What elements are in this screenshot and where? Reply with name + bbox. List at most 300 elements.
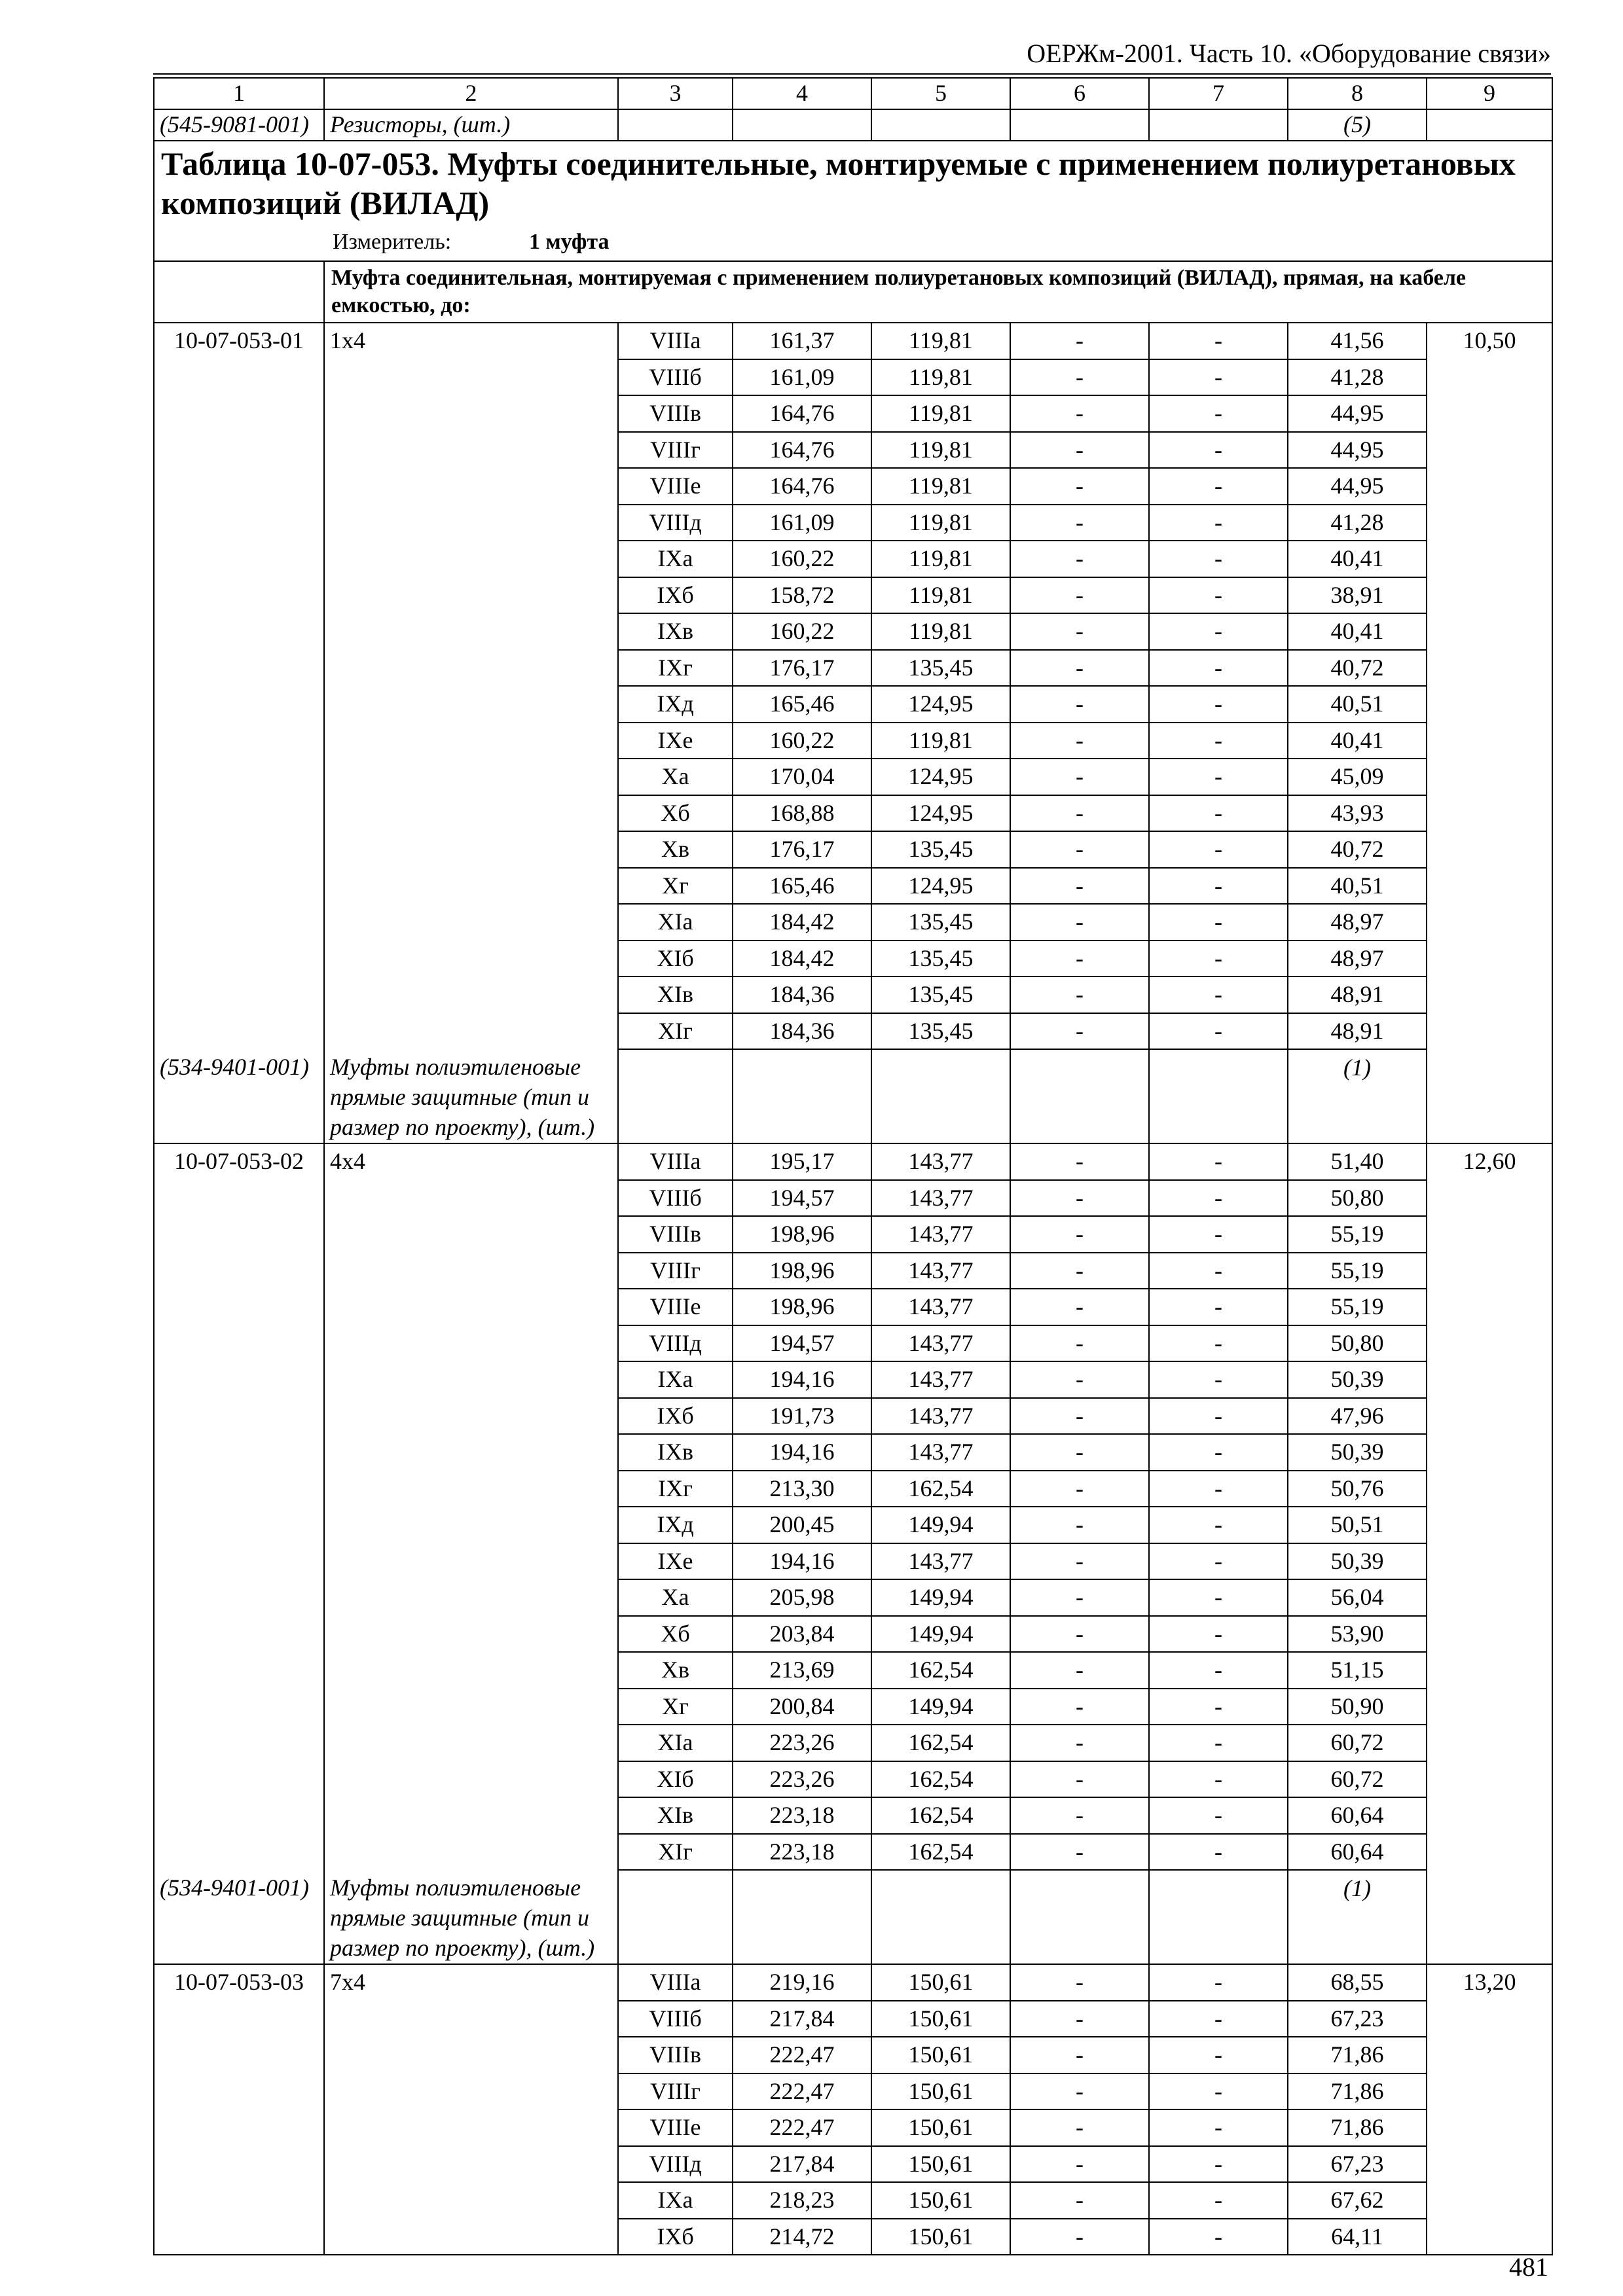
wages: 150,61 [871, 2182, 1010, 2219]
roman-class: VIIIд [618, 1325, 733, 1362]
table-row [154, 395, 1552, 432]
table-row [154, 2146, 1552, 2183]
roman-class: IXг [618, 650, 733, 687]
roman-class: Xб [618, 795, 733, 832]
norm-code: 10-07-053-02 [154, 1143, 324, 1180]
machine-cost: - [1010, 1834, 1149, 1871]
wages: 119,81 [871, 505, 1010, 541]
header-rule [153, 73, 1551, 75]
materials-cost: 40,51 [1288, 686, 1427, 723]
machine-cost: - [1010, 1689, 1149, 1725]
wages: 124,95 [871, 686, 1010, 723]
total-cost: 160,22 [733, 723, 871, 759]
wages: 143,77 [871, 1253, 1010, 1289]
roman-class: VIIIг [618, 432, 733, 469]
machinist-wages: - [1149, 723, 1288, 759]
machine-cost: - [1010, 977, 1149, 1013]
machine-cost: - [1010, 1725, 1149, 1761]
table-row [154, 977, 1552, 1013]
total-cost: 170,04 [733, 759, 871, 795]
roman-class: VIIIд [618, 2146, 733, 2183]
col-number-9: 9 [1427, 78, 1552, 109]
total-cost: 200,45 [733, 1507, 871, 1543]
machine-cost: - [1010, 1543, 1149, 1580]
machine-cost: - [1010, 795, 1149, 832]
running-header: ОЕРЖм-2001. Часть 10. «Оборудование связи» [1027, 39, 1551, 68]
col-number-4: 4 [733, 78, 871, 109]
materials-cost: 40,41 [1288, 723, 1427, 759]
machinist-wages: - [1149, 2073, 1288, 2110]
machinist-wages: - [1149, 1579, 1288, 1616]
machine-cost: - [1010, 2001, 1149, 2037]
total-cost: 203,84 [733, 1616, 871, 1653]
wages: 135,45 [871, 941, 1010, 977]
wages: 119,81 [871, 613, 1010, 650]
total-cost: 198,96 [733, 1289, 871, 1325]
wages: 162,54 [871, 1761, 1010, 1798]
materials-cost: 48,91 [1288, 977, 1427, 1013]
roman-class: IXг [618, 1471, 733, 1507]
machinist-wages: - [1149, 1543, 1288, 1580]
table-row [154, 686, 1552, 723]
wages: 124,95 [871, 795, 1010, 832]
materials-cost: 50,90 [1288, 1689, 1427, 1725]
machinist-wages: - [1149, 1616, 1288, 1653]
total-cost: 194,57 [733, 1325, 871, 1362]
resource-note-row [154, 1049, 1552, 1143]
materials-cost: 43,93 [1288, 795, 1427, 832]
machine-cost: - [1010, 1797, 1149, 1834]
wages: 135,45 [871, 904, 1010, 941]
materials-cost: 71,86 [1288, 2037, 1427, 2073]
table-row [154, 1325, 1552, 1362]
roman-class: IXа [618, 541, 733, 577]
roman-class: VIIIв [618, 2037, 733, 2073]
table-row [154, 2182, 1552, 2219]
table-row [154, 650, 1552, 687]
machinist-wages: - [1149, 577, 1288, 614]
total-cost: 223,26 [733, 1725, 871, 1761]
subtitle-row [154, 261, 1552, 323]
total-cost: 194,16 [733, 1434, 871, 1471]
materials-cost: 50,80 [1288, 1180, 1427, 1217]
wages: 119,81 [871, 541, 1010, 577]
total-cost: 164,76 [733, 432, 871, 469]
machinist-wages: - [1149, 1797, 1288, 1834]
machinist-wages: - [1149, 2182, 1288, 2219]
machine-cost: - [1010, 1361, 1149, 1398]
machine-cost: - [1010, 1579, 1149, 1616]
materials-cost: 40,41 [1288, 613, 1427, 650]
materials-cost: 48,97 [1288, 904, 1427, 941]
table-row [154, 868, 1552, 905]
roman-class: Xб [618, 1616, 733, 1653]
machine-cost: - [1010, 686, 1149, 723]
table-row [154, 1361, 1552, 1398]
wages: 124,95 [871, 868, 1010, 905]
machinist-wages: - [1149, 1143, 1288, 1180]
wages: 119,81 [871, 468, 1010, 505]
materials-cost: 44,95 [1288, 432, 1427, 469]
table-row [154, 1652, 1552, 1689]
note-quantity: (1) [1288, 1049, 1427, 1143]
roman-class: Xв [618, 831, 733, 868]
total-cost: 176,17 [733, 831, 871, 868]
roman-class: Xг [618, 868, 733, 905]
norm-code: 10-07-053-03 [154, 1964, 324, 2001]
resource-name: Резисторы, (шт.) [324, 109, 618, 141]
total-cost: 164,76 [733, 395, 871, 432]
norm-name: 1х4 [324, 323, 618, 359]
total-cost: 184,42 [733, 941, 871, 977]
table-row [154, 2037, 1552, 2073]
table-row [154, 941, 1552, 977]
materials-cost: 60,64 [1288, 1797, 1427, 1834]
roman-class: XIа [618, 1725, 733, 1761]
table-row [154, 1725, 1552, 1761]
total-cost: 160,22 [733, 541, 871, 577]
table-row [154, 468, 1552, 505]
table-row [154, 541, 1552, 577]
machine-cost: - [1010, 1143, 1149, 1180]
materials-cost: 56,04 [1288, 1579, 1427, 1616]
total-cost: 205,98 [733, 1579, 871, 1616]
col-number-1: 1 [154, 78, 324, 109]
wages: 119,81 [871, 395, 1010, 432]
machine-cost: - [1010, 759, 1149, 795]
materials-cost: 50,76 [1288, 1471, 1427, 1507]
machinist-wages: - [1149, 2037, 1288, 2073]
materials-cost: 60,64 [1288, 1834, 1427, 1871]
total-cost: 160,22 [733, 613, 871, 650]
machine-cost: - [1010, 613, 1149, 650]
machine-cost: - [1010, 1289, 1149, 1325]
total-cost: 200,84 [733, 1689, 871, 1725]
table-title: Таблица 10-07-053. Муфты соединительные, монтируемые с применением полиуретановых композиций (ВИЛАД) [161, 145, 1516, 221]
machinist-wages: - [1149, 1652, 1288, 1689]
table-title-row [154, 141, 1552, 261]
column-number-row [154, 78, 1552, 109]
roman-class: VIIIб [618, 2001, 733, 2037]
machinist-wages: - [1149, 868, 1288, 905]
table-row [154, 613, 1552, 650]
machine-cost: - [1010, 941, 1149, 977]
norm-name: 4х4 [324, 1143, 618, 1180]
table-row [154, 1398, 1552, 1435]
note-name: Муфты полиэтиленовые прямые защитные (тип и размер по проекту), (шт.) [324, 1049, 618, 1143]
materials-cost: 67,23 [1288, 2001, 1427, 2037]
machine-cost: - [1010, 2182, 1149, 2219]
wages: 143,77 [871, 1543, 1010, 1580]
machine-cost: - [1010, 650, 1149, 687]
roman-class: XIа [618, 904, 733, 941]
total-cost: 222,47 [733, 2073, 871, 2110]
machinist-wages: - [1149, 795, 1288, 832]
machinist-wages: - [1149, 1289, 1288, 1325]
materials-cost: 41,28 [1288, 359, 1427, 396]
roman-class: VIIIб [618, 359, 733, 396]
materials-cost: 47,96 [1288, 1398, 1427, 1435]
total-cost: 194,16 [733, 1543, 871, 1580]
measure-line [161, 226, 1545, 258]
norm-name: 7х4 [324, 1964, 618, 2001]
machinist-wages: - [1149, 1725, 1288, 1761]
wages: 143,77 [871, 1180, 1010, 1217]
table-row [154, 759, 1552, 795]
roman-class: Xа [618, 759, 733, 795]
machinist-wages: - [1149, 1325, 1288, 1362]
machine-cost: - [1010, 323, 1149, 359]
machinist-wages: - [1149, 359, 1288, 396]
materials-cost: 64,11 [1288, 2219, 1427, 2255]
measure-value: 1 муфта [529, 230, 610, 254]
machinist-wages: - [1149, 1471, 1288, 1507]
total-cost: 198,96 [733, 1253, 871, 1289]
machinist-wages: - [1149, 1180, 1288, 1217]
table-row [154, 1013, 1552, 1050]
wages: 150,61 [871, 2001, 1010, 2037]
materials-cost: 50,39 [1288, 1434, 1427, 1471]
materials-cost: 71,86 [1288, 2109, 1427, 2146]
machinist-wages: - [1149, 904, 1288, 941]
machine-cost: - [1010, 868, 1149, 905]
machinist-wages: - [1149, 2001, 1288, 2037]
total-cost: 191,73 [733, 1398, 871, 1435]
materials-cost: 60,72 [1288, 1725, 1427, 1761]
materials-cost: 48,91 [1288, 1013, 1427, 1050]
table-row [154, 323, 1552, 359]
total-cost: 184,36 [733, 977, 871, 1013]
wages: 149,94 [871, 1579, 1010, 1616]
materials-cost: 41,28 [1288, 505, 1427, 541]
wages: 135,45 [871, 977, 1010, 1013]
materials-cost: 67,62 [1288, 2182, 1427, 2219]
total-cost: 165,46 [733, 686, 871, 723]
machinist-wages: - [1149, 1253, 1288, 1289]
wages: 143,77 [871, 1216, 1010, 1253]
roman-class: VIIIв [618, 395, 733, 432]
total-cost: 214,72 [733, 2219, 871, 2255]
roman-class: VIIIг [618, 2073, 733, 2110]
wages: 143,77 [871, 1398, 1010, 1435]
machine-cost: - [1010, 2219, 1149, 2255]
materials-cost: 40,51 [1288, 868, 1427, 905]
total-cost: 194,57 [733, 1180, 871, 1217]
total-cost: 176,17 [733, 650, 871, 687]
wages: 143,77 [871, 1289, 1010, 1325]
wages: 162,54 [871, 1725, 1010, 1761]
roman-class: XIв [618, 1797, 733, 1834]
table-row [154, 1289, 1552, 1325]
machine-cost: - [1010, 1398, 1149, 1435]
table-row [154, 2219, 1552, 2255]
materials-cost: 50,51 [1288, 1507, 1427, 1543]
roman-class: XIв [618, 977, 733, 1013]
machinist-wages: - [1149, 323, 1288, 359]
roman-class: IXб [618, 2219, 733, 2255]
materials-cost: 41,56 [1288, 323, 1427, 359]
roman-class: XIб [618, 1761, 733, 1798]
materials-cost: 50,80 [1288, 1325, 1427, 1362]
roman-class: IXв [618, 1434, 733, 1471]
roman-class: VIIIв [618, 1216, 733, 1253]
machinist-wages: - [1149, 1434, 1288, 1471]
table-row [154, 577, 1552, 614]
machinist-wages: - [1149, 1689, 1288, 1725]
materials-cost: 50,39 [1288, 1361, 1427, 1398]
total-cost: 161,37 [733, 323, 871, 359]
resistors-row [154, 109, 1552, 141]
norm-code: 10-07-053-01 [154, 323, 324, 359]
machinist-wages: - [1149, 1361, 1288, 1398]
resource-quantity: (5) [1288, 109, 1427, 141]
wages: 162,54 [871, 1652, 1010, 1689]
total-cost: 161,09 [733, 505, 871, 541]
note-quantity: (1) [1288, 1870, 1427, 1964]
machinist-wages: - [1149, 1834, 1288, 1871]
machinist-wages: - [1149, 941, 1288, 977]
roman-class: IXд [618, 686, 733, 723]
table-row [154, 1507, 1552, 1543]
total-cost: 195,17 [733, 1143, 871, 1180]
machinist-wages: - [1149, 1398, 1288, 1435]
materials-cost: 53,90 [1288, 1616, 1427, 1653]
machine-cost: - [1010, 1180, 1149, 1217]
machinist-wages: - [1149, 1964, 1288, 2001]
table-row [154, 1434, 1552, 1471]
roman-class: IXв [618, 613, 733, 650]
roman-class: VIIIг [618, 1253, 733, 1289]
machinist-wages: - [1149, 1507, 1288, 1543]
total-cost: 217,84 [733, 2001, 871, 2037]
roman-class: Xа [618, 1579, 733, 1616]
wages: 150,61 [871, 2219, 1010, 2255]
total-cost: 218,23 [733, 2182, 871, 2219]
wages: 149,94 [871, 1689, 1010, 1725]
machinist-wages: - [1149, 468, 1288, 505]
materials-cost: 48,97 [1288, 941, 1427, 977]
machinist-wages: - [1149, 686, 1288, 723]
machine-cost: - [1010, 359, 1149, 396]
wages: 135,45 [871, 831, 1010, 868]
roman-class: VIIIд [618, 505, 733, 541]
wages: 119,81 [871, 577, 1010, 614]
table-row [154, 1616, 1552, 1653]
col-number-7: 7 [1149, 78, 1288, 109]
wages: 135,45 [871, 1013, 1010, 1050]
materials-cost: 55,19 [1288, 1253, 1427, 1289]
table-row [154, 359, 1552, 396]
machinist-wages: - [1149, 613, 1288, 650]
table-row [154, 1579, 1552, 1616]
roman-class: VIIIе [618, 2109, 733, 2146]
machine-cost: - [1010, 1964, 1149, 2001]
table-row [154, 1216, 1552, 1253]
roman-class: XIг [618, 1834, 733, 1871]
materials-cost: 38,91 [1288, 577, 1427, 614]
machinist-wages: - [1149, 432, 1288, 469]
wages: 150,61 [871, 2037, 1010, 2073]
total-cost: 223,18 [733, 1834, 871, 1871]
total-cost: 213,30 [733, 1471, 871, 1507]
table-row [154, 2109, 1552, 2146]
machinist-wages: - [1149, 1761, 1288, 1798]
total-cost: 217,84 [733, 2146, 871, 2183]
machine-cost: - [1010, 2109, 1149, 2146]
roman-class: IXе [618, 723, 733, 759]
col-number-2: 2 [324, 78, 618, 109]
machine-cost: - [1010, 395, 1149, 432]
wages: 143,77 [871, 1361, 1010, 1398]
materials-cost: 51,15 [1288, 1652, 1427, 1689]
machinist-wages: - [1149, 541, 1288, 577]
total-cost: 184,42 [733, 904, 871, 941]
machine-cost: - [1010, 1216, 1149, 1253]
materials-cost: 71,86 [1288, 2073, 1427, 2110]
machine-cost: - [1010, 468, 1149, 505]
total-cost: 194,16 [733, 1361, 871, 1398]
materials-cost: 55,19 [1288, 1289, 1427, 1325]
total-cost: 158,72 [733, 577, 871, 614]
total-cost: 198,96 [733, 1216, 871, 1253]
total-cost: 223,26 [733, 1761, 871, 1798]
machine-cost: - [1010, 904, 1149, 941]
machinist-wages: - [1149, 395, 1288, 432]
norm-groups [154, 323, 1552, 2255]
table-row [154, 2073, 1552, 2110]
materials-cost: 51,40 [1288, 1143, 1427, 1180]
table-row [154, 795, 1552, 832]
total-cost: 222,47 [733, 2109, 871, 2146]
materials-cost: 44,95 [1288, 395, 1427, 432]
machine-cost: - [1010, 1616, 1149, 1653]
table-row [154, 723, 1552, 759]
table-row [154, 2001, 1552, 2037]
table-row [154, 432, 1552, 469]
machine-cost: - [1010, 577, 1149, 614]
wages: 143,77 [871, 1434, 1010, 1471]
wages: 150,61 [871, 2146, 1010, 2183]
labor-cost: 10,50 [1427, 323, 1552, 359]
wages: 162,54 [871, 1834, 1010, 1871]
wages: 119,81 [871, 359, 1010, 396]
table-row [154, 505, 1552, 541]
wages: 150,61 [871, 2073, 1010, 2110]
roman-class: VIIIб [618, 1180, 733, 1217]
machinist-wages: - [1149, 2219, 1288, 2255]
resource-note-row [154, 1870, 1552, 1964]
page-number: 481 [1509, 2252, 1548, 2282]
machine-cost: - [1010, 1325, 1149, 1362]
machinist-wages: - [1149, 650, 1288, 687]
wages: 150,61 [871, 2109, 1010, 2146]
machinist-wages: - [1149, 2109, 1288, 2146]
wages: 149,94 [871, 1507, 1010, 1543]
machine-cost: - [1010, 1761, 1149, 1798]
roman-class: XIб [618, 941, 733, 977]
total-cost: 223,18 [733, 1797, 871, 1834]
table-row [154, 1471, 1552, 1507]
table-row [154, 904, 1552, 941]
roman-class: Xг [618, 1689, 733, 1725]
total-cost: 219,16 [733, 1964, 871, 2001]
total-cost: 168,88 [733, 795, 871, 832]
resource-code: (545-9081-001) [154, 109, 324, 141]
materials-cost: 44,95 [1288, 468, 1427, 505]
materials-cost: 45,09 [1288, 759, 1427, 795]
table-row [154, 1761, 1552, 1798]
machine-cost: - [1010, 723, 1149, 759]
